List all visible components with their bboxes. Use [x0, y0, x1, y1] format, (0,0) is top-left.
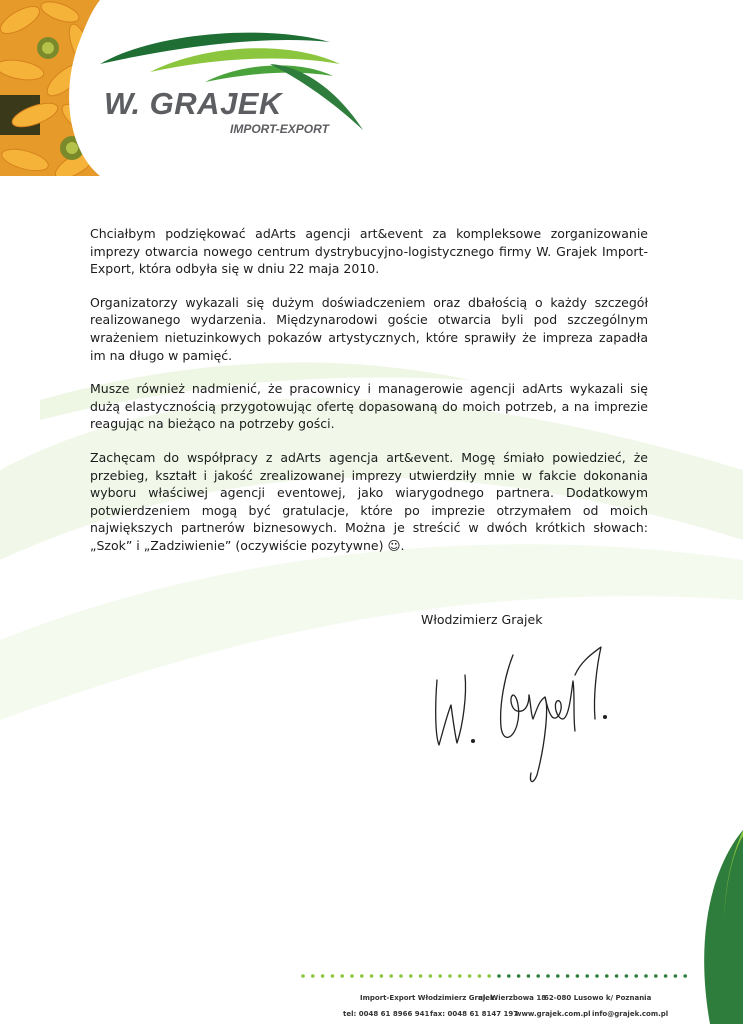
footer-dot [370, 974, 374, 978]
handwritten-signature [425, 635, 615, 795]
footer-dot [546, 974, 550, 978]
footer-dotted-line [300, 971, 695, 981]
footer-dot [487, 974, 491, 978]
footer-dot [644, 974, 648, 978]
footer-dot [468, 974, 472, 978]
footer-street: ul. Wierzbowa 18 [478, 994, 547, 1002]
footer-dot [340, 974, 344, 978]
footer-dot [409, 974, 413, 978]
footer-dot [448, 974, 452, 978]
footer-dot [311, 974, 315, 978]
footer-dot [419, 974, 423, 978]
company-logo-subtitle: IMPORT-EXPORT [230, 122, 329, 136]
footer-website: www.grajek.com.pl [515, 1010, 591, 1018]
footer-dot [654, 974, 658, 978]
footer-dot [438, 974, 442, 978]
footer-dot [634, 974, 638, 978]
footer-fax: fax: 0048 61 8147 197 [430, 1010, 519, 1018]
footer-company: Import-Export Włodzimierz Grajek [360, 994, 495, 1002]
footer-dot [517, 974, 521, 978]
letter-paragraph: Musze również nadmienić, że pracownicy i managerowie agencji adArts wykazali się dużą elastycznością przygotowując ofertę dopasowaną do moich potrzeb, a na imprezie reagując na bieżąco na potrzeby gości. [90, 381, 648, 432]
footer-dot [399, 974, 403, 978]
footer-dot [536, 974, 540, 978]
footer-dot [595, 974, 599, 978]
footer-dot [380, 974, 384, 978]
footer-dot [674, 974, 678, 978]
decorative-arc [690, 830, 743, 1024]
footer-dot [664, 974, 668, 978]
flower-image [0, 0, 100, 176]
footer-tel: tel: 0048 61 8966 941 [343, 1010, 430, 1018]
footer-dot [478, 974, 482, 978]
footer-dot [350, 974, 354, 978]
footer-dot [429, 974, 433, 978]
footer-dot [576, 974, 580, 978]
footer-dot [360, 974, 364, 978]
footer-dot [389, 974, 393, 978]
footer-dot [625, 974, 629, 978]
footer-dot [507, 974, 511, 978]
footer-dot [615, 974, 619, 978]
footer-dot [321, 974, 325, 978]
letter-paragraph: Chciałbym podziękować adArts agencji art&event za kompleksowe zorganizowanie imprezy otwarcia nowego centrum dystrybucyjno-logistycznego firmy W. Grajek Import-Export, która odbyła się w dniu 22 maja 2010. [90, 226, 648, 277]
letter-paragraph: Zachęcam do współpracy z adArts agencja art&event. Mogę śmiało powiedzieć, że przebieg, kształt i jakość zrealizowanej imprezy utwierdziły mnie w fakcie dokonania wyboru właściwej agencji eventowej, jako wiarygodnego partnera. Dodatkowym potwierdzeniem mogą być gratulacje, które po imprezie otrzymałem od moich największych partnerów biznesowych. Można je streścić w dwóch krótkich słowach: „Szok” i „Zadziwienie” (oczywiście pozytywne) ☺. [90, 449, 648, 553]
footer-dot [585, 974, 589, 978]
signatory-name: Włodzimierz Grajek [421, 612, 543, 627]
letter-body [90, 225, 648, 571]
letter-paragraph: Organizatorzy wykazali się dużym doświadczeniem oraz dbałością o każdy szczegół realizowanego wydarzenia. Międzynarodowi goście otwarcia byli pod szczególnym wrażeniem nietuzinkowych pokazów artystycznych, które sprawiły że impreza zapadła im na długo w pamięć. [90, 294, 648, 363]
footer-dot [458, 974, 462, 978]
footer-email: info@grajek.com.pl [592, 1010, 669, 1018]
footer-dot [556, 974, 560, 978]
footer-dot [605, 974, 609, 978]
footer-dot [497, 974, 501, 978]
footer-dot [527, 974, 531, 978]
company-logo-name: W. GRAJEK [104, 86, 282, 121]
footer-dot [566, 974, 570, 978]
footer-dot [331, 974, 335, 978]
footer-city: 62-080 Lusowo k/ Poznania [544, 994, 652, 1002]
footer-dot [301, 974, 305, 978]
footer-dot [683, 974, 687, 978]
